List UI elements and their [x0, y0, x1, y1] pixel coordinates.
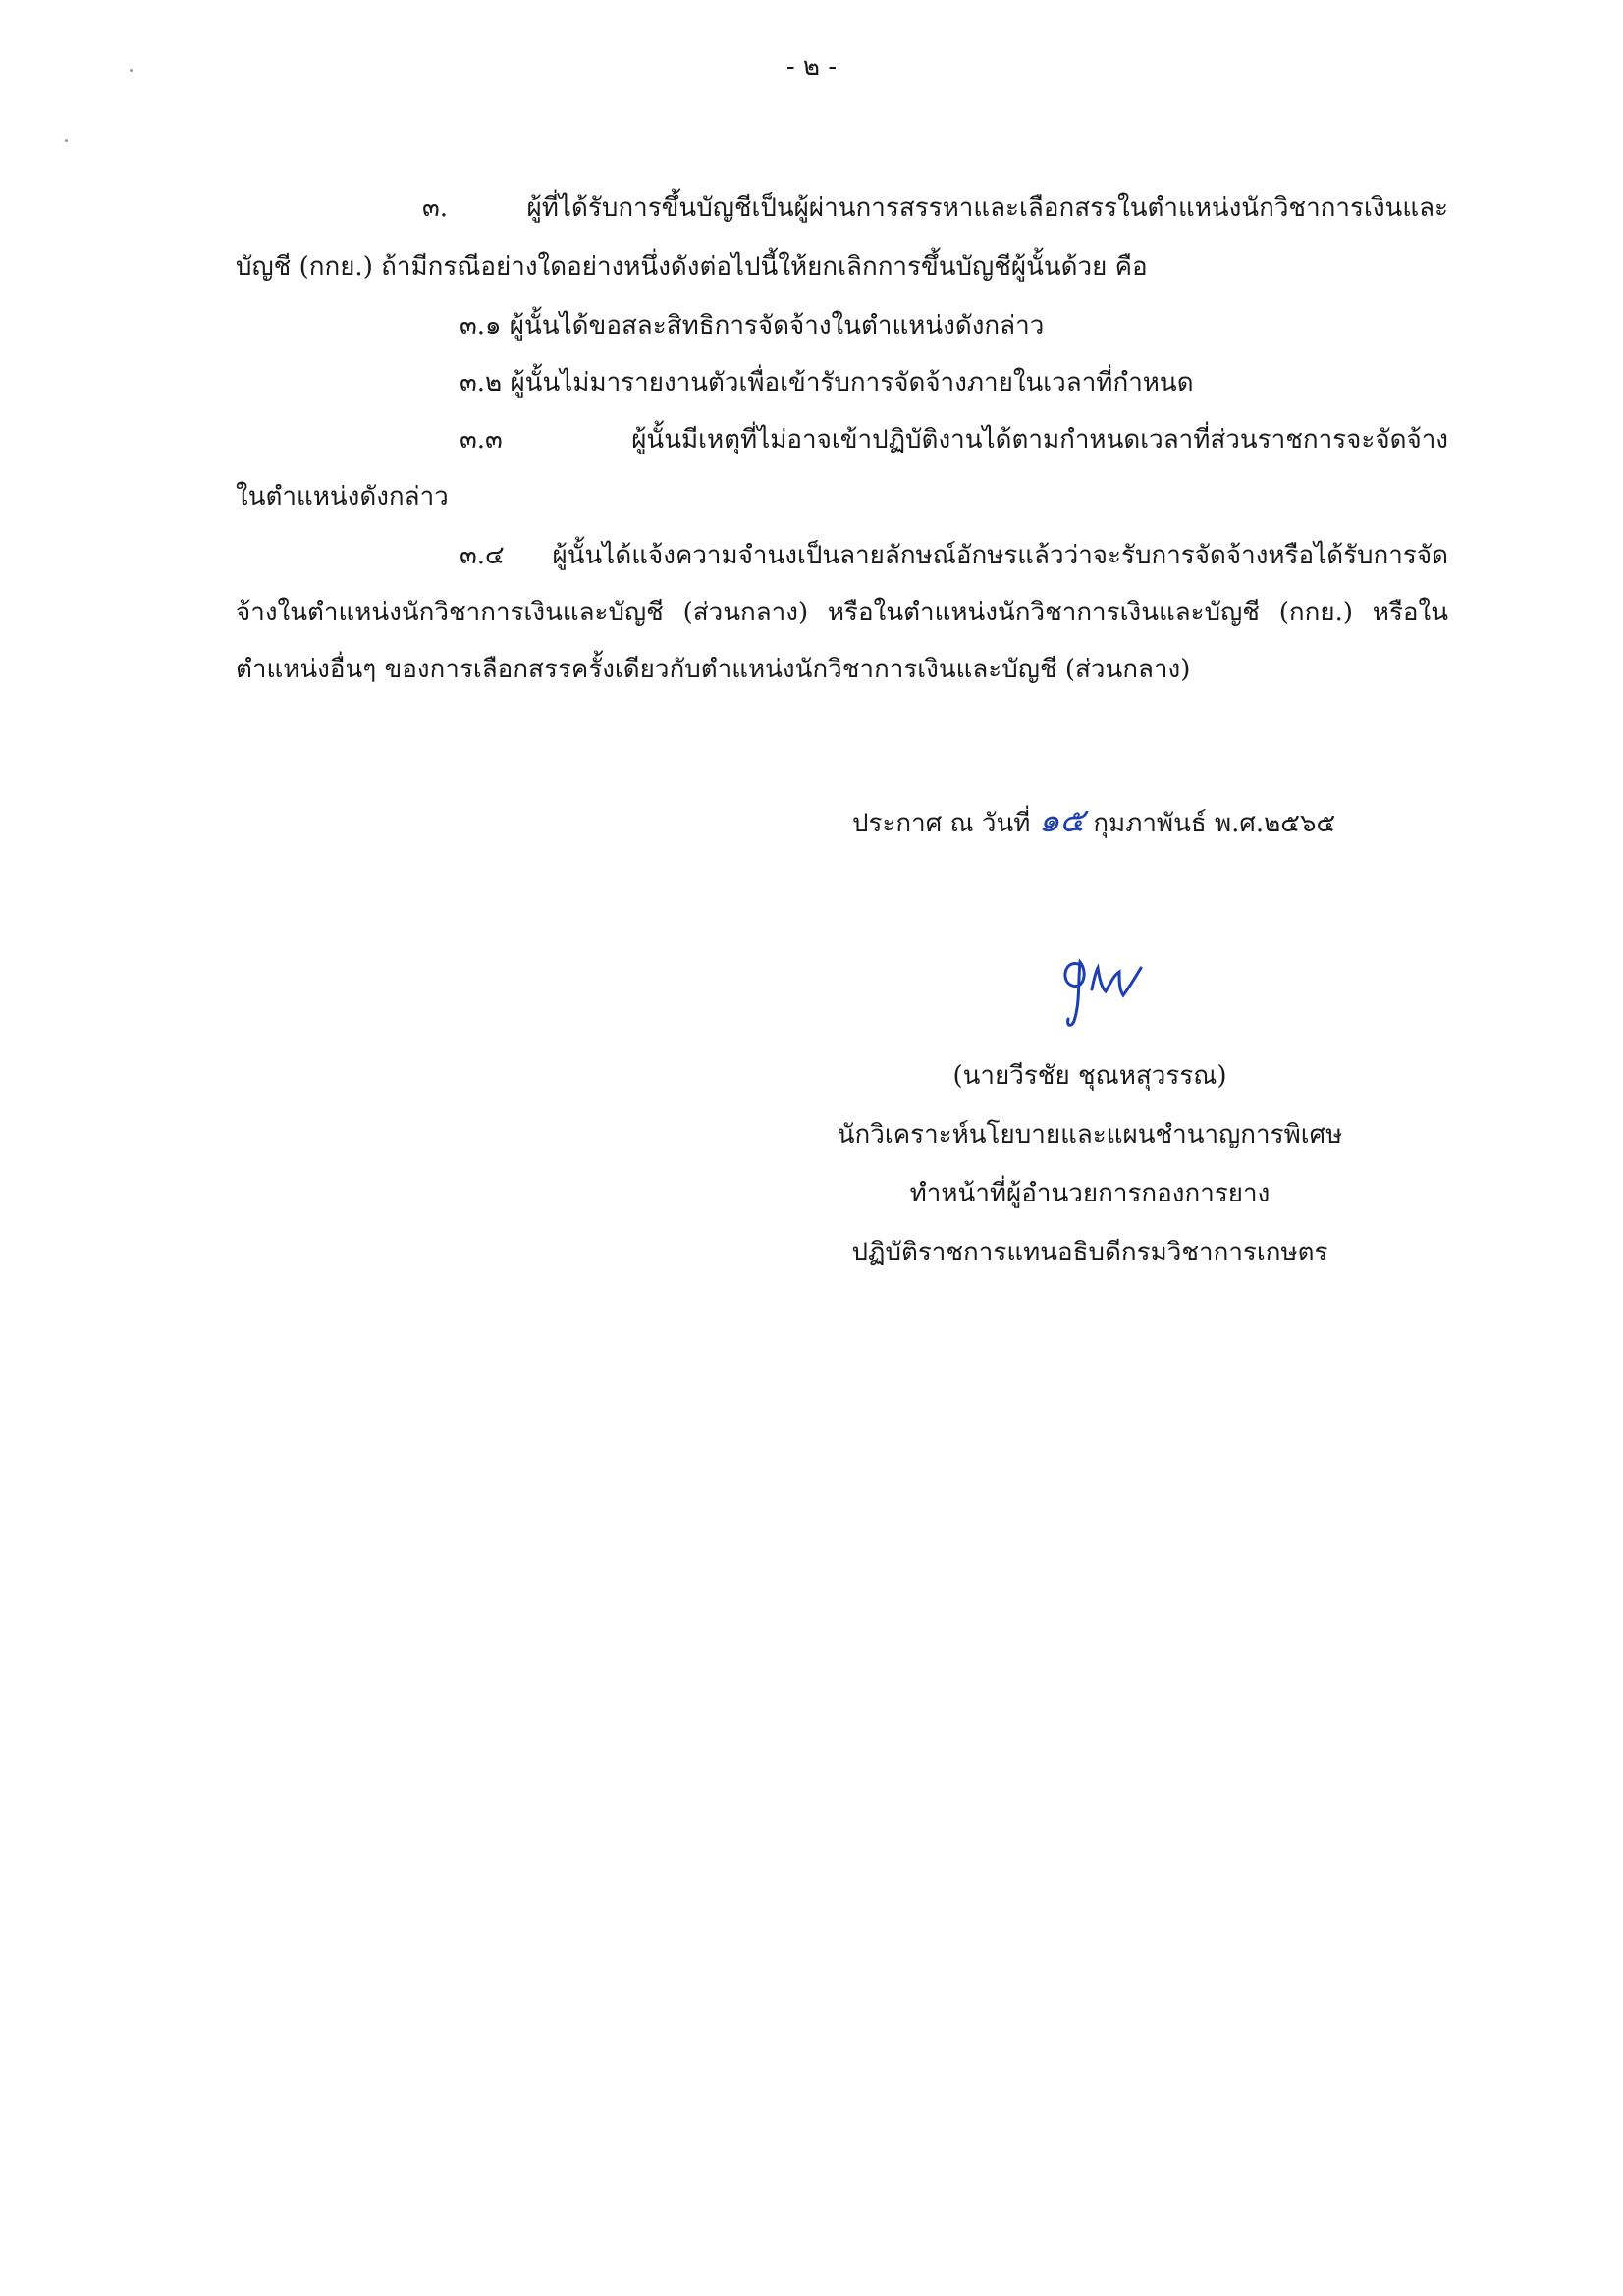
item-3-3-line-2: ในตำแหน่งดังกล่าว: [236, 482, 449, 511]
announcement-day-handwritten: ๑๕: [1038, 801, 1086, 840]
scan-speck: [65, 139, 68, 142]
announcement-prefix: ประกาศ ณ วันที่: [852, 809, 1031, 838]
page-number: - ๒ -: [785, 52, 838, 81]
signatory-title-1: นักวิเคราะห์นโยบายและแผนชำนาญการพิเศษ: [837, 1120, 1343, 1149]
signatory-title-2: ทำหน้าที่ผู้อำนวยการกองการยาง: [909, 1179, 1271, 1208]
announcement-date: [852, 801, 1335, 843]
item-3-1: ๓.๑ ผู้นั้นได้ขอสละสิทธิการจัดจ้างในตำแหน่งดังกล่าว: [460, 311, 1045, 341]
paragraph-3-line-2: บัญชี (กกย.) ถ้ามีกรณีอย่างใดอย่างหนึ่งดังต่อไปนี้ให้ยกเลิกการขึ้นบัญชีผู้นั้นด้วย คือ: [236, 252, 1148, 282]
paragraph-3-line-1: ๓. ผู้ที่ได้รับการขึ้นบัญชีเป็นผู้ผ่านการสรรหาและเลือกสรรในตำแหน่งนักวิชาการเงินและ: [422, 193, 1448, 223]
item-3-4-line-3: ตำแหน่งอื่นๆ ของการเลือกสรรครั้งเดียวกับตำแหน่งนักวิชาการเงินและบัญชี (ส่วนกลาง): [236, 655, 1191, 684]
signature-icon: [1051, 942, 1159, 1031]
announcement-suffix: กุมภาพันธ์ พ.ศ.๒๕๖๕: [1093, 809, 1336, 838]
signatory-name: (นายวีรชัย ชุณหสุวรรณ): [952, 1061, 1227, 1091]
item-3-2: ๓.๒ ผู้นั้นไม่มารายงานตัวเพื่อเข้ารับการจัดจ้างภายในเวลาที่กำหนด: [460, 368, 1194, 398]
item-3-4-line-2: จ้างในตำแหน่งนักวิชาการเงินและบัญชี (ส่วนกลาง) หรือในตำแหน่งนักวิชาการเงินและบัญชี (กกย.) หรือใน: [236, 598, 1448, 627]
item-3-3-line-1: ๓.๓ ผู้นั้นมีเหตุที่ไม่อาจเข้าปฏิบัติงานได้ตามกำหนดเวลาที่ส่วนราชการจะจัดจ้าง: [460, 425, 1448, 454]
signatory-title-3: ปฏิบัติราชการแทนอธิบดีกรมวิชาการเกษตร: [851, 1238, 1328, 1267]
item-3-4-line-1: ๓.๔ ผู้นั้นได้แจ้งความจำนงเป็นลายลักษณ์อักษรแล้วว่าจะรับการจัดจ้างหรือได้รับการจัด: [460, 541, 1448, 570]
